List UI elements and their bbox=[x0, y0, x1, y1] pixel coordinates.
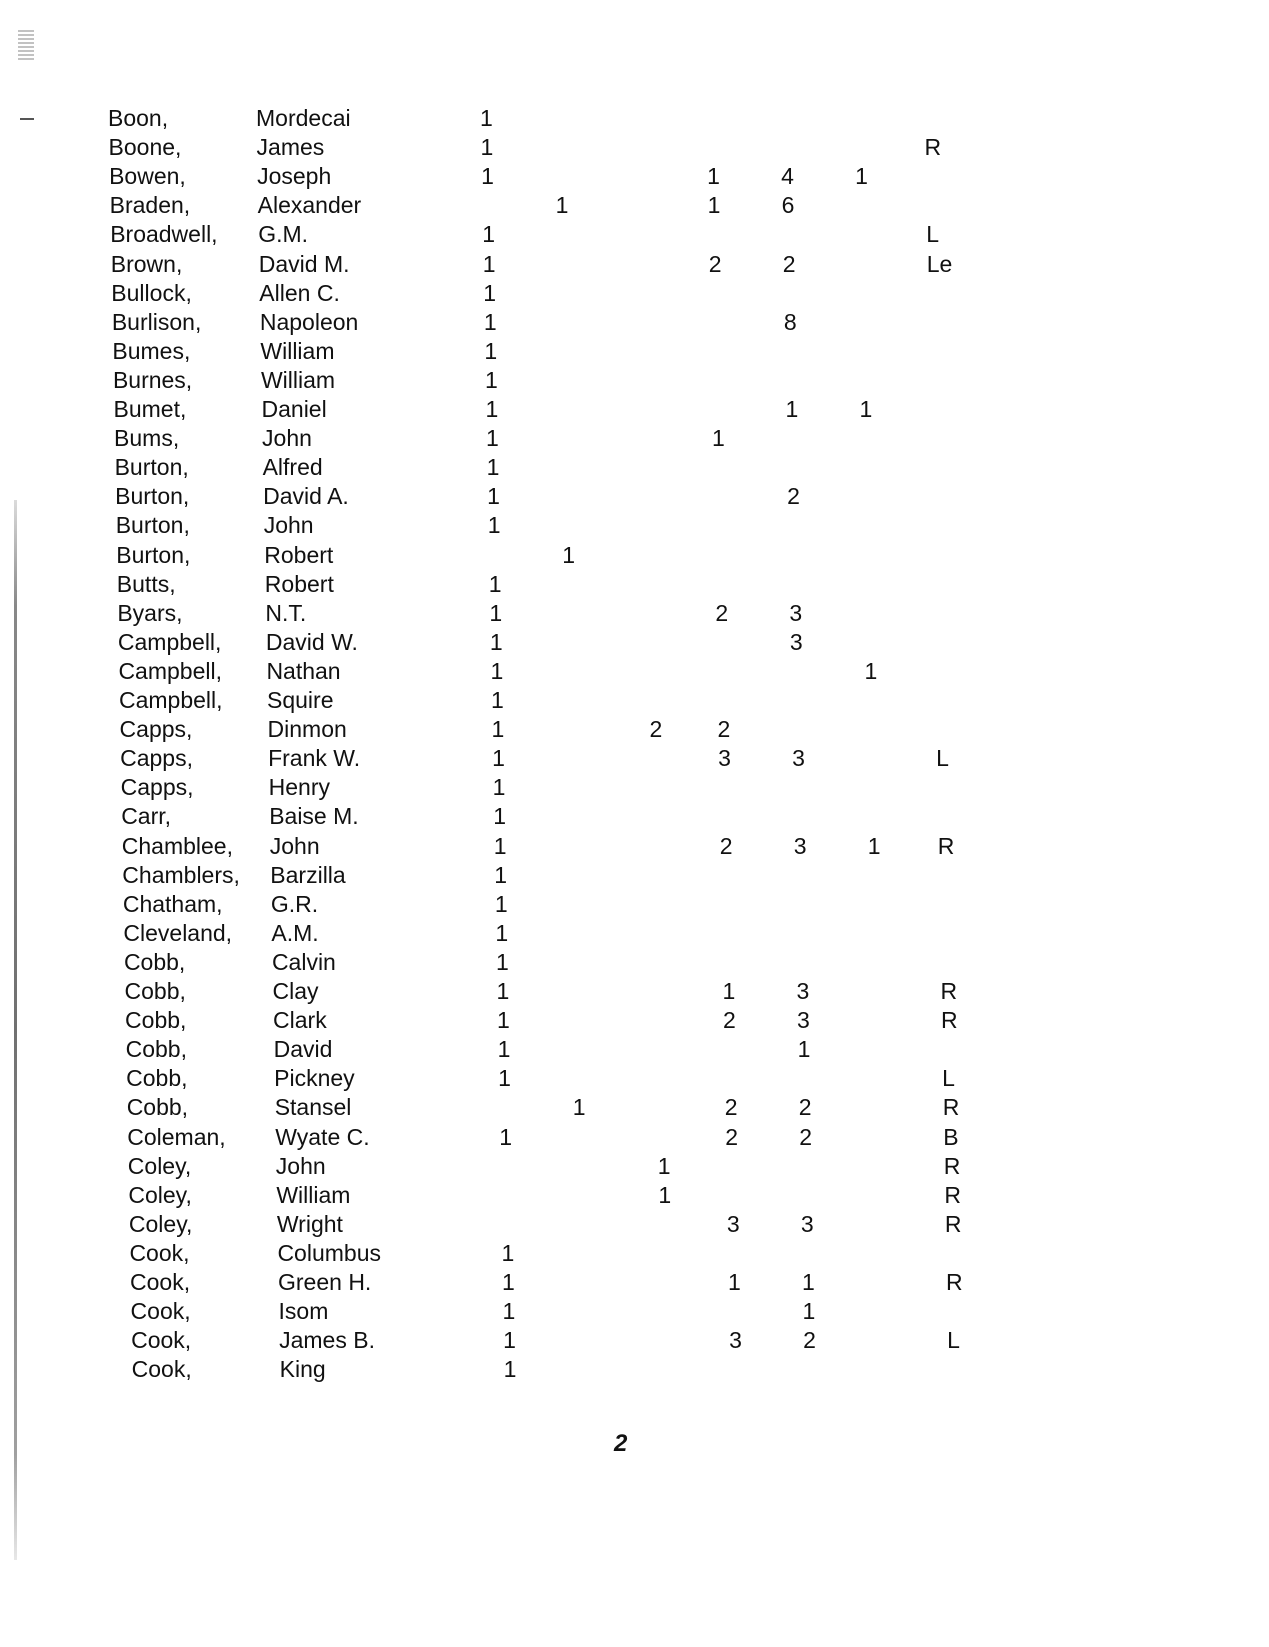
table-row bbox=[0, 220, 1269, 249]
surname-cell: Brown, bbox=[110, 250, 183, 277]
given-name-cell: John bbox=[269, 832, 320, 859]
table-row bbox=[0, 599, 1269, 628]
value-cell-c1: 1 bbox=[491, 687, 504, 713]
value-cell-c7: R bbox=[943, 1152, 961, 1179]
value-cell-c1: 1 bbox=[489, 628, 503, 655]
given-name-cell: Robert bbox=[264, 541, 334, 568]
surname-cell: Campbell, bbox=[119, 687, 223, 713]
given-name-cell: Columbus bbox=[277, 1239, 381, 1266]
value-cell-c1: 1 bbox=[485, 396, 499, 422]
value-cell-c3: 1 bbox=[657, 1152, 671, 1179]
value-cell-c1: 1 bbox=[495, 919, 509, 946]
value-cell-c1: 1 bbox=[491, 716, 505, 743]
value-cell-c1: 1 bbox=[497, 1036, 511, 1063]
surname-cell: Butts, bbox=[116, 570, 176, 597]
surname-cell: Cook, bbox=[131, 1327, 192, 1354]
value-cell-c5: 3 bbox=[797, 1007, 810, 1034]
value-cell-c4: 1 bbox=[707, 192, 721, 219]
value-cell-c5: 3 bbox=[792, 745, 805, 772]
surname-cell: Boon, bbox=[108, 105, 169, 131]
value-cell-c1: 1 bbox=[483, 308, 497, 335]
given-name-cell: Alfred bbox=[262, 454, 323, 481]
surname-cell: Chamblers, bbox=[122, 861, 240, 888]
given-name-cell: William bbox=[260, 366, 336, 393]
value-cell-c6: 1 bbox=[859, 396, 873, 422]
given-name-cell: Isom bbox=[278, 1298, 329, 1325]
surname-cell: Cook, bbox=[130, 1269, 191, 1295]
value-cell-c1: 1 bbox=[498, 1065, 511, 1092]
surname-cell: Bullock, bbox=[111, 279, 192, 306]
value-cell-c4: 3 bbox=[718, 745, 731, 772]
value-cell-c5: 3 bbox=[800, 1210, 814, 1237]
value-cell-c5: 3 bbox=[789, 628, 803, 655]
value-cell-c7: R bbox=[944, 1181, 961, 1208]
value-cell-c1: 1 bbox=[482, 250, 496, 277]
table-row bbox=[0, 1152, 1269, 1181]
value-cell-c7: L bbox=[936, 745, 949, 772]
value-cell-c5: 1 bbox=[802, 1269, 815, 1295]
value-cell-c1: 1 bbox=[503, 1356, 517, 1383]
surname-cell: Capps, bbox=[120, 745, 193, 772]
value-cell-c7: R bbox=[942, 1094, 960, 1121]
surname-cell: Bumet, bbox=[113, 396, 187, 422]
value-cell-c3: 1 bbox=[658, 1181, 672, 1208]
table-row bbox=[0, 308, 1269, 337]
value-cell-c7: R bbox=[941, 1007, 958, 1034]
value-cell-c1: 1 bbox=[482, 221, 495, 248]
given-name-cell: Henry bbox=[268, 774, 330, 801]
value-cell-c1: 1 bbox=[503, 1327, 516, 1354]
value-cell-c7: R bbox=[937, 832, 955, 859]
value-cell-c7: R bbox=[944, 1210, 962, 1237]
value-cell-c4: 3 bbox=[726, 1210, 740, 1237]
surname-cell: Cobb, bbox=[125, 1036, 187, 1063]
given-name-cell: James B. bbox=[279, 1327, 375, 1354]
table-row bbox=[0, 861, 1269, 890]
given-name-cell: David W. bbox=[265, 628, 358, 655]
value-cell-c5: 3 bbox=[793, 832, 807, 859]
given-name-cell: G.M. bbox=[258, 221, 309, 248]
table-row bbox=[0, 686, 1269, 715]
value-cell-c4: 2 bbox=[719, 832, 733, 859]
value-cell-c5: 4 bbox=[781, 163, 794, 190]
value-cell-c1: 1 bbox=[480, 105, 493, 131]
page-number: 2 bbox=[614, 1430, 628, 1457]
value-cell-c5: 8 bbox=[783, 308, 797, 335]
value-cell-c5: 2 bbox=[799, 1123, 813, 1150]
table-row bbox=[0, 977, 1269, 1006]
table-row bbox=[0, 1035, 1269, 1064]
given-name-cell: John bbox=[275, 1152, 326, 1179]
surname-cell: Coley, bbox=[128, 1210, 193, 1237]
given-name-cell: David A. bbox=[263, 483, 349, 510]
table-row bbox=[0, 1093, 1269, 1122]
given-name-cell: Napoleon bbox=[259, 308, 359, 335]
table-row bbox=[0, 570, 1269, 599]
given-name-cell: Pickney bbox=[274, 1065, 355, 1092]
value-cell-c1: 1 bbox=[489, 599, 503, 626]
table-row bbox=[0, 628, 1269, 657]
value-cell-c1: 1 bbox=[493, 832, 507, 859]
surname-cell: Cobb, bbox=[124, 978, 186, 1004]
surname-cell: Cook, bbox=[129, 1239, 190, 1266]
value-cell-c1: 1 bbox=[495, 948, 509, 975]
table-row bbox=[0, 948, 1269, 977]
value-cell-c4: 2 bbox=[717, 716, 731, 743]
table-row bbox=[0, 1268, 1269, 1297]
surname-cell: Bumes, bbox=[112, 337, 191, 364]
value-cell-c5: 6 bbox=[781, 192, 795, 219]
given-name-cell: Wright bbox=[276, 1210, 343, 1237]
given-name-cell: Nathan bbox=[266, 657, 341, 684]
value-cell-c1: 1 bbox=[481, 163, 494, 190]
given-name-cell: Joseph bbox=[257, 163, 332, 190]
value-cell-c1: 1 bbox=[490, 657, 504, 684]
surname-cell: Capps, bbox=[120, 774, 194, 801]
table-row bbox=[0, 279, 1269, 308]
table-row bbox=[0, 1326, 1269, 1355]
value-cell-c1: 1 bbox=[488, 570, 502, 597]
given-name-cell: G.R. bbox=[270, 890, 319, 917]
value-cell-c7: L bbox=[947, 1327, 960, 1354]
surname-cell: Coley, bbox=[127, 1152, 192, 1179]
table-row bbox=[0, 890, 1269, 919]
value-cell-c1: 1 bbox=[502, 1269, 515, 1295]
table-row bbox=[0, 1064, 1269, 1093]
given-name-cell: Robert bbox=[264, 570, 334, 597]
value-cell-c1: 1 bbox=[497, 1007, 510, 1034]
value-cell-c1: 1 bbox=[494, 890, 508, 917]
given-name-cell: William bbox=[260, 337, 335, 364]
table-row bbox=[0, 1239, 1269, 1268]
value-cell-c1: 1 bbox=[501, 1239, 515, 1266]
given-name-cell: Clark bbox=[273, 1007, 327, 1034]
given-name-cell: Allen C. bbox=[259, 279, 340, 306]
value-cell-c2: 1 bbox=[555, 192, 569, 219]
given-name-cell: John bbox=[262, 425, 312, 452]
given-name-cell: David bbox=[273, 1036, 333, 1063]
surname-cell: Broadwell, bbox=[110, 221, 218, 248]
given-name-cell: Dinmon bbox=[267, 716, 347, 743]
value-cell-c1: 1 bbox=[487, 512, 501, 539]
table-row bbox=[0, 482, 1269, 511]
surname-cell: Burnes, bbox=[112, 366, 193, 393]
value-cell-c1: 1 bbox=[487, 483, 500, 510]
value-cell-c5: 1 bbox=[797, 1036, 811, 1063]
surname-cell: Carr, bbox=[121, 803, 172, 830]
table-row bbox=[0, 1210, 1269, 1239]
table-row bbox=[0, 366, 1269, 395]
given-name-cell: Clay bbox=[272, 978, 319, 1004]
value-cell-c6: 1 bbox=[855, 163, 868, 190]
given-name-cell: Stansel bbox=[274, 1094, 352, 1121]
surname-cell: Chamblee, bbox=[121, 832, 233, 859]
surname-cell: Boone, bbox=[108, 134, 182, 161]
surname-cell: Bowen, bbox=[109, 163, 186, 190]
value-cell-c5: 3 bbox=[789, 599, 803, 626]
scan-artifact bbox=[18, 30, 34, 60]
surname-cell: Capps, bbox=[119, 716, 193, 743]
value-cell-c1: 1 bbox=[492, 745, 505, 772]
value-cell-c7: L bbox=[926, 221, 939, 248]
table-row bbox=[0, 541, 1269, 570]
surname-cell: Cobb, bbox=[126, 1094, 189, 1121]
table-row bbox=[0, 104, 1269, 133]
given-name-cell: Barzilla bbox=[270, 861, 346, 888]
given-name-cell: William bbox=[276, 1181, 351, 1208]
surname-cell: Burton, bbox=[116, 541, 191, 568]
given-name-cell: Frank W. bbox=[268, 745, 361, 772]
value-cell-c6: 1 bbox=[864, 657, 878, 684]
given-name-cell: James bbox=[256, 134, 325, 161]
value-cell-c5: 3 bbox=[796, 978, 810, 1004]
value-cell-c1: 1 bbox=[486, 454, 500, 481]
given-name-cell: Daniel bbox=[261, 396, 327, 422]
given-name-cell: Squire bbox=[267, 687, 334, 713]
given-name-cell: Wyate C. bbox=[275, 1123, 370, 1150]
value-cell-c4: 3 bbox=[729, 1327, 742, 1354]
value-cell-c1: 1 bbox=[493, 803, 506, 830]
value-cell-c5: 1 bbox=[785, 396, 799, 422]
given-name-cell: Alexander bbox=[257, 192, 362, 219]
given-name-cell: N.T. bbox=[265, 599, 307, 626]
surname-cell: Cleveland, bbox=[123, 919, 233, 946]
table-row bbox=[0, 832, 1269, 861]
value-cell-c1: 1 bbox=[499, 1123, 513, 1150]
value-cell-c5: 1 bbox=[802, 1298, 816, 1325]
given-name-cell: John bbox=[263, 512, 314, 539]
value-cell-c2: 1 bbox=[562, 541, 576, 568]
table-row bbox=[0, 162, 1269, 191]
value-cell-c1: 1 bbox=[484, 366, 498, 393]
value-cell-c4: 2 bbox=[723, 1007, 736, 1034]
surname-cell: Campbell, bbox=[117, 628, 222, 655]
value-cell-c6: 1 bbox=[867, 832, 881, 859]
surname-cell: Burton, bbox=[115, 483, 190, 510]
given-name-cell: Green H. bbox=[278, 1269, 372, 1295]
surname-cell: Burton, bbox=[115, 512, 190, 539]
surname-cell: Campbell, bbox=[118, 657, 222, 684]
value-cell-c1: 1 bbox=[496, 978, 510, 1004]
table-row bbox=[0, 511, 1269, 540]
given-name-cell: Baise M. bbox=[269, 803, 359, 830]
given-name-cell: A.M. bbox=[271, 919, 319, 946]
surname-cell: Burlison, bbox=[111, 308, 202, 335]
table-row bbox=[0, 744, 1269, 773]
value-cell-c2: 1 bbox=[572, 1094, 586, 1121]
given-name-cell: David M. bbox=[258, 250, 350, 277]
value-cell-c1: 1 bbox=[486, 425, 499, 452]
given-name-cell: Calvin bbox=[271, 948, 336, 975]
surname-cell: Coley, bbox=[128, 1181, 192, 1208]
table-row bbox=[0, 773, 1269, 802]
table-row bbox=[0, 424, 1269, 453]
value-cell-c4: 1 bbox=[722, 978, 736, 1004]
value-cell-c4: 1 bbox=[712, 425, 725, 452]
table-row bbox=[0, 1006, 1269, 1035]
value-cell-c7: Le bbox=[926, 250, 953, 277]
table-row bbox=[0, 1181, 1269, 1210]
value-cell-c4: 2 bbox=[708, 250, 722, 277]
table-row bbox=[0, 657, 1269, 686]
table-row bbox=[0, 1355, 1269, 1384]
surname-cell: Burton, bbox=[114, 454, 189, 481]
value-cell-c1: 1 bbox=[494, 861, 508, 888]
surname-cell: Chatham, bbox=[122, 890, 223, 917]
value-cell-c1: 1 bbox=[492, 774, 506, 801]
surname-cell: Cobb, bbox=[125, 1007, 187, 1034]
table-row bbox=[0, 250, 1269, 279]
table-row bbox=[0, 337, 1269, 366]
value-cell-c3: 2 bbox=[649, 716, 663, 743]
value-cell-c7: R bbox=[924, 134, 942, 161]
given-name-cell: Mordecai bbox=[256, 105, 351, 131]
table-row bbox=[0, 453, 1269, 482]
value-cell-c5: 2 bbox=[787, 483, 800, 510]
surname-cell: Cook, bbox=[130, 1298, 191, 1325]
surname-cell: Byars, bbox=[117, 599, 183, 626]
value-cell-c5: 2 bbox=[798, 1094, 812, 1121]
table-row bbox=[0, 802, 1269, 831]
value-cell-c1: 1 bbox=[480, 134, 494, 161]
surname-cell: Braden, bbox=[109, 192, 191, 219]
table-row bbox=[0, 1123, 1269, 1152]
surname-cell: Bums, bbox=[114, 425, 180, 452]
value-cell-c1: 1 bbox=[484, 337, 498, 364]
value-cell-c4: 2 bbox=[724, 1094, 738, 1121]
surname-cell: Cobb, bbox=[126, 1065, 188, 1092]
value-cell-c7: R bbox=[940, 978, 958, 1004]
value-cell-c1: 1 bbox=[502, 1298, 516, 1325]
surname-cell: Coleman, bbox=[127, 1123, 226, 1150]
value-cell-c1: 1 bbox=[483, 279, 497, 306]
value-cell-c7: R bbox=[946, 1269, 963, 1295]
value-cell-c5: 2 bbox=[803, 1327, 816, 1354]
table-row bbox=[0, 1297, 1269, 1326]
table-row bbox=[0, 191, 1269, 220]
table-row bbox=[0, 133, 1269, 162]
table-row bbox=[0, 715, 1269, 744]
value-cell-c7: L bbox=[942, 1065, 955, 1092]
value-cell-c4: 1 bbox=[728, 1269, 741, 1295]
value-cell-c4: 2 bbox=[715, 599, 729, 626]
table-row bbox=[0, 395, 1269, 424]
surname-cell: Cobb, bbox=[123, 948, 186, 975]
given-name-cell: King bbox=[279, 1356, 326, 1383]
value-cell-c4: 2 bbox=[725, 1123, 739, 1150]
surname-cell: Cook, bbox=[131, 1356, 192, 1383]
table-row bbox=[0, 919, 1269, 948]
value-cell-c7: B bbox=[943, 1123, 959, 1150]
value-cell-c4: 1 bbox=[707, 163, 720, 190]
value-cell-c5: 2 bbox=[782, 250, 796, 277]
